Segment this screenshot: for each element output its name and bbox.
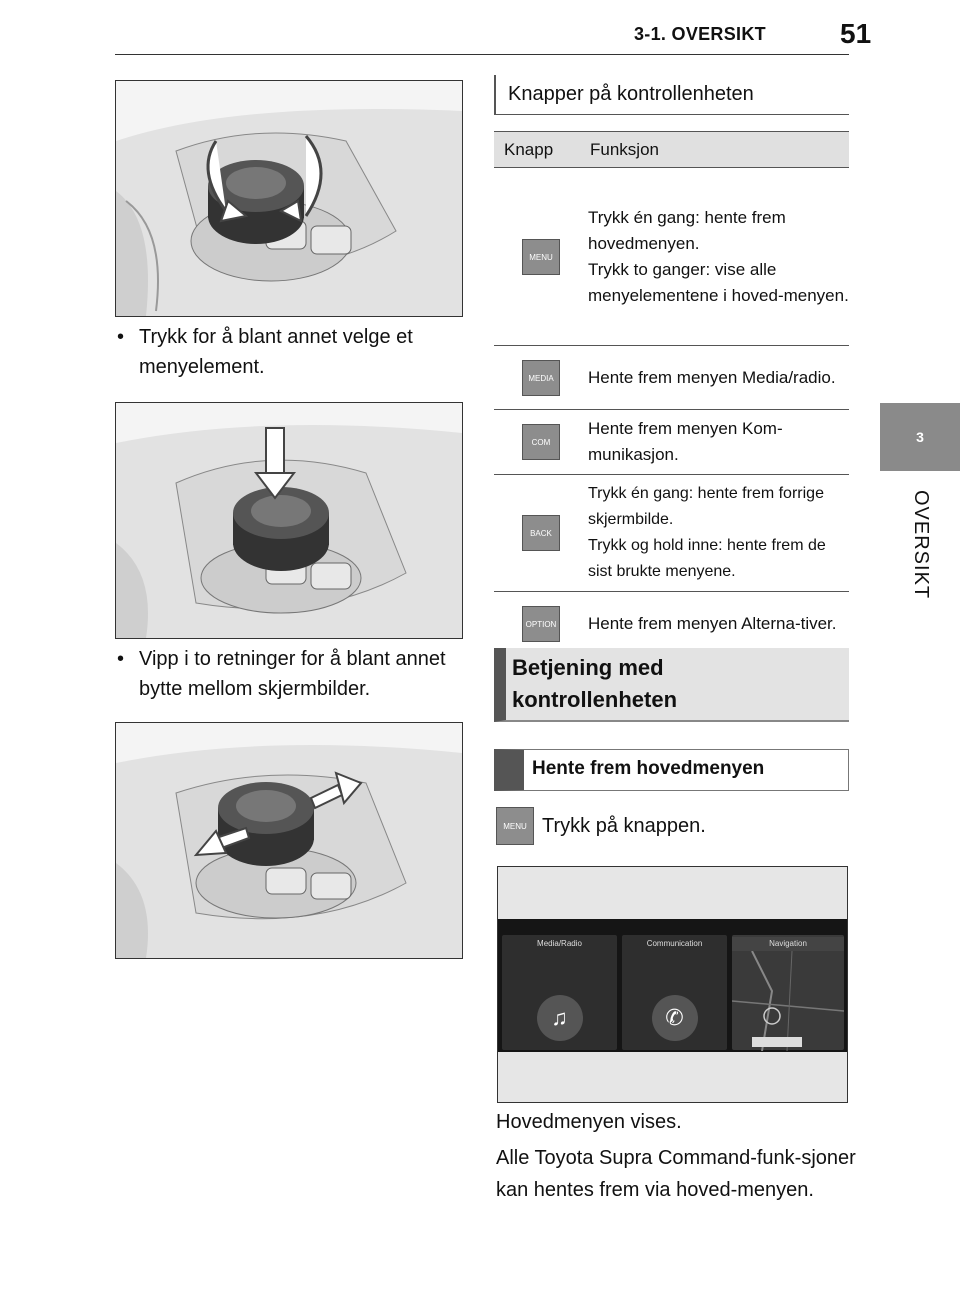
table-row	[494, 410, 849, 475]
tile-communication	[622, 935, 727, 1050]
press-instruction	[496, 806, 706, 846]
chapter-tab	[880, 403, 960, 471]
note-text: Alle Toyota Supra Command-funk-sjoner kan hentes frem via hoved-menyen.	[496, 1147, 856, 1201]
bullet-glyph: •	[117, 648, 125, 670]
com-button-icon: COM	[522, 424, 560, 460]
bullet-item	[115, 644, 465, 704]
page-number: 51	[840, 18, 872, 49]
function-cell	[588, 475, 849, 592]
function-cell	[588, 168, 849, 346]
buttons-table	[494, 131, 849, 656]
function-cell	[588, 592, 849, 656]
function-text: Hente frem menyen Kom-munikasjon.	[588, 419, 783, 464]
display-screen	[498, 919, 848, 1052]
tile-navigation	[732, 935, 844, 1050]
tile-label: Media/Radio	[537, 939, 582, 948]
table-row	[494, 168, 849, 346]
function-cell	[588, 410, 849, 475]
controller-press-illustration	[115, 402, 463, 639]
subsection-title: Hente frem hovedmenyen	[494, 749, 849, 791]
main-menu-screenshot	[497, 866, 848, 1103]
header-rule	[115, 54, 849, 55]
menu-button-icon: MENU	[522, 239, 560, 275]
controller-rotate-illustration	[115, 80, 463, 317]
column-header-function: Funksjon	[588, 132, 849, 168]
button-icon-cell	[494, 475, 588, 592]
option-button-icon: OPTION	[522, 606, 560, 642]
function-text: Trykk én gang: hente frem hovedmenyen.	[588, 207, 786, 253]
chapter-label: OVERSIKT	[910, 490, 932, 600]
operation-title-line: kontrollenheten	[512, 687, 678, 712]
chapter-number: 3	[916, 429, 924, 445]
map-thumbnail-icon	[732, 951, 844, 1051]
bullet-text: Vipp i to retninger for å blant annet bytte mellom skjermbilder.	[139, 648, 446, 700]
column-header-button: Knapp	[494, 132, 588, 168]
tile-label: Communication	[646, 939, 703, 948]
back-button-icon: BACK	[522, 515, 560, 551]
button-icon-cell	[494, 346, 588, 410]
bullet-glyph: •	[117, 326, 125, 348]
table-row	[494, 475, 849, 592]
media-button-icon: MEDIA	[522, 360, 560, 396]
button-icon-cell	[494, 592, 588, 656]
table-row	[494, 346, 849, 410]
button-icon-cell	[494, 168, 588, 346]
phone-icon: ✆	[652, 995, 698, 1041]
function-text: Trykk én gang: hente frem forrige skjermbilde.	[588, 485, 824, 528]
function-text: Hente frem menyen Alterna-tiver.	[588, 613, 837, 633]
screen-status-bar	[498, 919, 848, 933]
button-icon-cell	[494, 410, 588, 475]
tile-media-radio	[502, 935, 617, 1050]
music-note-icon: ♫	[537, 995, 583, 1041]
operation-title-line: Betjening med	[512, 655, 664, 680]
tile-label: Navigation	[732, 937, 844, 951]
function-cell	[588, 346, 849, 410]
press-text: Trykk på knappen.	[542, 814, 706, 837]
function-text: Trykk og hold inne: hente frem de sist brukte menyene.	[588, 537, 826, 580]
function-text: Hente frem menyen Media/radio.	[588, 367, 836, 387]
function-text: Trykk to ganger: vise alle menyelementene i hoved-menyen.	[588, 259, 849, 305]
table-row	[494, 592, 849, 656]
section-header: 3-1. OVERSIKT	[634, 24, 766, 44]
menu-button-icon: MENU	[496, 807, 534, 845]
buttons-section-title: Knapper på kontrollenheten	[494, 75, 849, 115]
operation-section-title	[494, 648, 849, 722]
bullet-text: Trykk for å blant annet velge et menyelement.	[139, 326, 413, 378]
table-header-row	[494, 132, 849, 168]
controller-tilt-illustration	[115, 722, 463, 959]
result-text: Hovedmenyen vises.	[496, 1111, 682, 1133]
bullet-item	[115, 322, 465, 382]
